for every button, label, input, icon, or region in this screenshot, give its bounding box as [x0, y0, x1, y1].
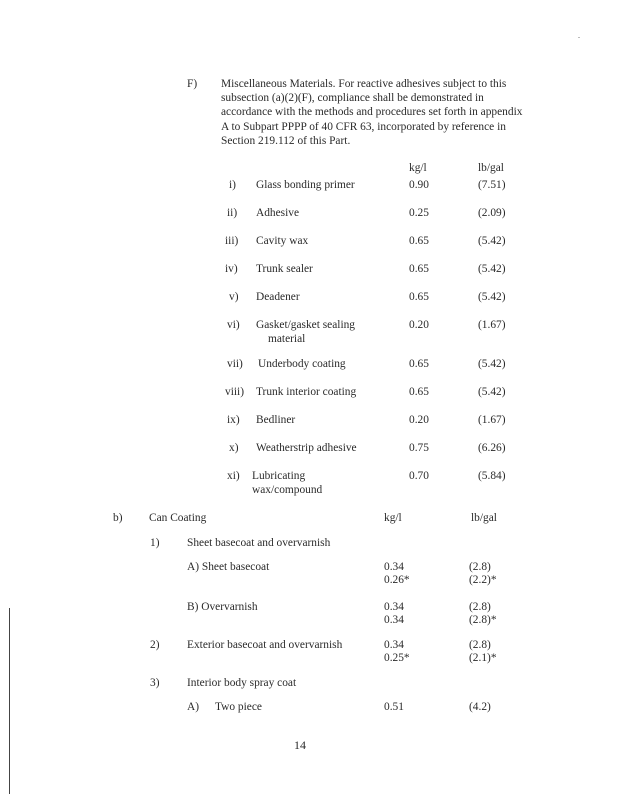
sub-item-number: A) [187, 701, 200, 713]
margin-rule [9, 608, 10, 794]
item-lb-value: (2.8) [469, 561, 491, 573]
item-name: Cavity wax [256, 235, 309, 247]
item-name: Trunk sealer [256, 263, 313, 275]
item-number: 1) [150, 537, 160, 549]
item-number: v) [229, 291, 239, 303]
item-lb-value: (2.8) [469, 639, 491, 651]
item-lb-value: (5.84) [478, 470, 506, 482]
item-kg-value: 0.65 [409, 235, 429, 247]
item-lb-value-alt: (2.1)* [469, 652, 497, 664]
item-name: Bedliner [256, 414, 296, 426]
paragraph-line: Section 219.112 of this Part. [221, 134, 351, 147]
item-number: xi) [227, 470, 240, 482]
item-kg-value: 0.65 [409, 386, 429, 398]
item-number: viii) [225, 386, 244, 398]
item-kg-value: 0.90 [409, 179, 429, 191]
item-lb-value: (1.67) [478, 319, 506, 331]
item-name: Trunk interior coating [256, 386, 357, 398]
unit-lb-header: lb/gal [478, 162, 504, 174]
unit-kg-header: kg/l [384, 512, 402, 524]
paragraph-line: A to Subpart PPPP of 40 CFR 63, incorporated by reference in [221, 120, 506, 133]
item-name-continued: wax/compound [252, 484, 323, 496]
item-name-continued: material [268, 333, 306, 345]
section-f-marker: F) [187, 78, 198, 90]
item-name: Adhesive [256, 207, 300, 219]
page-number: 14 [294, 738, 306, 752]
item-name: Gasket/gasket sealing [256, 319, 356, 331]
item-lb-value: (5.42) [478, 263, 506, 275]
item-kg-value: 0.20 [409, 319, 429, 331]
unit-kg-header: kg/l [409, 162, 427, 174]
item-lb-value: (2.09) [478, 207, 506, 219]
item-name: Glass bonding primer [256, 179, 355, 191]
unit-lb-header: lb/gal [471, 512, 497, 524]
item-lb-value: (5.42) [478, 291, 506, 303]
section-b-marker: b) [113, 512, 123, 524]
item-name: Deadener [256, 291, 300, 303]
item-lb-value: (2.8) [469, 601, 491, 613]
item-lb-value-alt: (2.2)* [469, 574, 497, 586]
item-number: vii) [227, 358, 243, 370]
item-name: Underbody coating [258, 358, 346, 370]
item-lb-value: (7.51) [478, 179, 506, 191]
item-number: vi) [227, 319, 240, 331]
item-number: x) [229, 442, 239, 454]
item-title: Interior body spray coat [187, 677, 297, 689]
section-b-title: Can Coating [149, 512, 207, 524]
item-lb-value-alt: (2.8)* [469, 614, 497, 626]
sub-item-label: B) Overvarnish [187, 601, 258, 613]
item-kg-value: 0.34 [384, 639, 404, 651]
item-title: Sheet basecoat and overvarnish [187, 537, 331, 549]
item-kg-value-alt: 0.26* [384, 574, 410, 586]
item-number: iv) [225, 263, 238, 275]
sub-item-label: A) Sheet basecoat [187, 561, 270, 573]
item-kg-value: 0.34 [384, 561, 404, 573]
item-name: Weatherstrip adhesive [256, 442, 357, 454]
paragraph-line: Miscellaneous Materials. For reactive adhesives subject to this [221, 78, 507, 90]
item-number: ii) [227, 207, 238, 219]
item-lb-value: (6.26) [478, 442, 506, 454]
item-name: Lubricating [252, 470, 306, 482]
item-number: i) [229, 179, 236, 191]
paragraph-line: subsection (a)(2)(F), compliance shall be demonstrated in [221, 92, 484, 105]
section-f-paragraph [221, 77, 551, 148]
item-kg-value: 0.20 [409, 414, 429, 426]
item-title: Exterior basecoat and overvarnish [187, 639, 343, 651]
item-lb-value: (1.67) [478, 414, 506, 426]
item-kg-value: 0.34 [384, 601, 404, 613]
item-lb-value: (5.42) [478, 386, 506, 398]
item-number: iii) [225, 235, 239, 247]
sub-item-label: Two piece [215, 701, 262, 713]
item-kg-value: 0.51 [384, 701, 404, 713]
item-kg-value: 0.65 [409, 263, 429, 275]
item-lb-value: (4.2) [469, 701, 491, 713]
item-number: 2) [150, 639, 160, 651]
item-lb-value: (5.42) [478, 235, 506, 247]
scan-speck [578, 37, 580, 38]
item-number: ix) [227, 414, 240, 426]
item-kg-value-alt: 0.25* [384, 652, 410, 664]
item-kg-value-alt: 0.34 [384, 614, 404, 626]
item-kg-value: 0.75 [409, 442, 429, 454]
paragraph-line: accordance with the methods and procedures set forth in appendix [221, 106, 523, 119]
item-number: 3) [150, 677, 160, 689]
item-kg-value: 0.70 [409, 470, 429, 482]
item-kg-value: 0.65 [409, 291, 429, 303]
item-kg-value: 0.25 [409, 207, 429, 219]
item-kg-value: 0.65 [409, 358, 429, 370]
item-lb-value: (5.42) [478, 358, 506, 370]
